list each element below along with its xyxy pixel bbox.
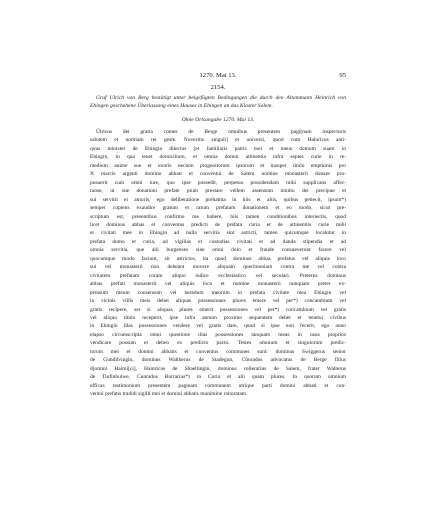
text-line: quocumque modo faciunt, sit astrictus, ita quod dominus abbas prefatus vel aliquis loco	[90, 255, 346, 262]
text-line: prefata domo et curia, ad vigilias et custodias civitati et ad danda stipendia et ad	[90, 238, 346, 245]
text-line: elapso circumscripta omni questione illas possessiones tanquam meas in usus proprios	[90, 331, 346, 338]
text-line: in vicinis villis meis debet aliquas possessiones plures emere vel per*) concambium vel	[90, 298, 346, 305]
running-header	[90, 71, 346, 81]
charter-text	[90, 128, 346, 399]
text-line: vendicare possum et debeo ex predicto pacto. Testes omnium et singulorum predic-	[90, 340, 346, 347]
document-dating: Ohne Ortsangabe 1270. Mai 13.	[181, 117, 255, 123]
text-line: ventui prefatis tradidi sigilli mei et domini abbatis munimine roboratam.	[90, 391, 248, 398]
regest-summary	[90, 94, 346, 110]
text-line: posuerit cum omni iure, quo ipse possedit, perpetuo possidendam mihi supplicans affec-	[90, 179, 346, 186]
text-line: de Gundilvingin, dominus Waltherus de Stadegun, Cůnradus advocatus de Berge filius	[90, 357, 346, 364]
text-line: salutem et notitiam rei geste. Noveritis singuli] et universi, quod cum Haluricus anti-	[90, 137, 346, 144]
text-line: quus minister de Ehingin dilectus [et familiaris patris mei et meus domum suam in	[90, 145, 346, 152]
text-line: civitatem prefatam coram aliquo iudice ecclesiastico vel seculari. Preterea dominus	[90, 272, 346, 279]
text-line: pressum meum consensum vel heredum meorum in prefata civitate mea Ehingin vel	[90, 289, 346, 296]
text-line: et civitati mee in Ehingin ad nulla servitia sint astricti, tamen quicumque locabitur in	[90, 230, 346, 237]
text-line: de Tiufinhulwe, Cunradus Burrarius*) in Curia et alii quam plures. In quorum omnium	[90, 374, 346, 381]
regest-text: Graf Ulrich von Berg bestätigt unter beigefügten Bedingungen die durch den Altammann Heinrich von Ehingen geschehene Überlassung eines Hauses in Ehingen an das Kloster Salem.	[90, 95, 346, 110]
text-line: medium anime sue et uxoris necnon progenitorum ipsorum et insuper titulo emptionis pro	[90, 162, 346, 169]
text-line: Ehingin, in qua tenet domicilium, et omnia domui attinentia infra septes curie in re-	[90, 154, 346, 161]
text-line: licet dominus abbas et conventus predicti de prefata curia et de attinentiis curie mihi	[90, 221, 346, 228]
page-number: 95	[339, 72, 346, 79]
text-line: tuose, ut sue donationi prefate pium prestare vellem assensum intuitu dei precipue et	[90, 188, 346, 195]
text-line: sui servitii et amoris, ego deliberatione prehabita in hiis et aliis, quibus petiecit, ipsum*)	[90, 196, 346, 203]
document-number: 2154.	[210, 84, 226, 91]
header-date: 1270. Mai 13.	[199, 72, 237, 79]
text-line: in Ehingin illas possessiones vendere vel gratis dare, quod si ipse non fecerit, ego anno	[90, 323, 346, 330]
text-line: d[omini Haimi[ci], Hainricus de Shaeltingin, dominus cellerarius de Salem, frater Walterus	[90, 365, 346, 372]
text-line: sui vel monasterii non debeant movere aliquam querimoniam contra me vel contra	[90, 264, 346, 271]
text-line: X marcis argenti domino abbati et conventui de Salem nomine monasterii donare pro-	[90, 171, 346, 178]
text-line: gratis recipere, set si aliquas plures emerit possessiones vel per*) concambium vel gratis	[90, 306, 346, 313]
text-line: torum mei et domini abbatis et conventus communes sunt: dominus Swiggerus senior	[90, 348, 346, 355]
text-line: scriptum est, presentibus confirmo me habere, hiis tamen conditionibus interiectis, quod	[90, 213, 346, 220]
text-line: Ůlricus dei gratia comes de Berge omnibus presentem pagi[nam inspecturis	[96, 129, 346, 135]
text-line: abbas prefati monasterii vel aliquis loco et nomine monasterii nunquam preter ex-	[90, 281, 346, 288]
text-line: semper cupiens exaudire gratum et ratum prefatam donationem et eo modo, sicut pre-	[90, 205, 346, 212]
text-line: omnia servitia, que alii burgenses sine omni dolo et fraude consueverunt facere vel	[90, 247, 346, 254]
text-line: vel aliquo titulo receperit, ipse infra annum proximo sequentem debet et tenetur civibus	[90, 314, 346, 321]
text-line: efficax testimonium presentem paginam communem utrique parti domini abbati et con-	[90, 382, 346, 389]
